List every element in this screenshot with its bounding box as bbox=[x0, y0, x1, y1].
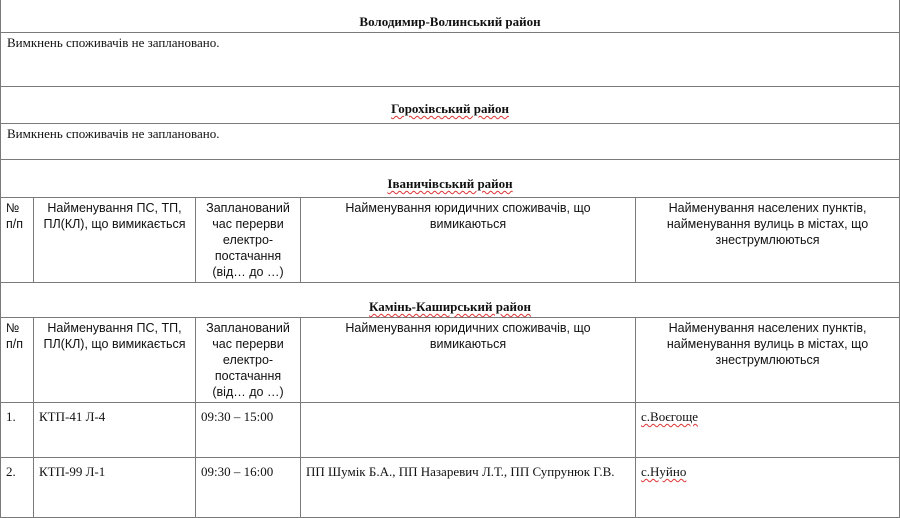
district-title: Іваничівський район bbox=[387, 176, 513, 191]
row-legal: ПП Шумік Б.А., ПП Назаревич Л.Т., ПП Супрунюк Г.В. bbox=[306, 464, 615, 479]
district-note-row bbox=[1, 124, 900, 160]
district-header-row bbox=[1, 160, 900, 198]
district-header-row bbox=[1, 87, 900, 124]
header-time: Запланований час перерви електро-постачання (від… до …) bbox=[206, 321, 290, 399]
district-header-row bbox=[1, 283, 900, 318]
header-places: Найменування населених пунктів, найменування вулиць в містах, що знеструмлюються bbox=[666, 201, 869, 247]
district-title: Володимир-Волинський район bbox=[359, 14, 541, 29]
row-ps: КТП-41 Л-4 bbox=[39, 409, 106, 424]
table-row bbox=[1, 403, 900, 458]
district-title: Горохівський район bbox=[391, 101, 509, 116]
header-places: Найменування населених пунктів, найменування вулиць в містах, що знеструмлюються bbox=[666, 321, 869, 367]
row-num: 1. bbox=[6, 409, 16, 424]
header-num: № п/п bbox=[6, 321, 24, 351]
district-title: Камінь-Каширський район bbox=[369, 299, 531, 314]
row-time: 09:30 – 15:00 bbox=[201, 409, 274, 424]
row-place: с.Воєгоще bbox=[641, 409, 699, 424]
district-note: Вимкнень споживачів не заплановано. bbox=[7, 35, 220, 50]
district-header-row bbox=[1, 0, 900, 33]
row-place: с.Нуйно bbox=[641, 464, 687, 479]
row-ps: КТП-99 Л-1 bbox=[39, 464, 106, 479]
district-note: Вимкнень споживачів не заплановано. bbox=[7, 126, 220, 141]
header-legal: Найменування юридичних споживачів, що вимикаються bbox=[345, 201, 591, 231]
column-header-row bbox=[1, 318, 900, 403]
header-ps: Найменування ПС, ТП, ПЛ(КЛ), що вимикається bbox=[43, 321, 186, 351]
district-note-row bbox=[1, 33, 900, 87]
header-num: № п/п bbox=[6, 201, 24, 231]
row-num: 2. bbox=[6, 464, 16, 479]
header-ps: Найменування ПС, ТП, ПЛ(КЛ), що вимикається bbox=[43, 201, 186, 231]
header-time: Запланований час перерви електро-постачання (від… до …) bbox=[206, 201, 290, 279]
column-header-row bbox=[1, 198, 900, 283]
header-legal: Найменування юридичних споживачів, що вимикаються bbox=[345, 321, 591, 351]
row-time: 09:30 – 16:00 bbox=[201, 464, 274, 479]
